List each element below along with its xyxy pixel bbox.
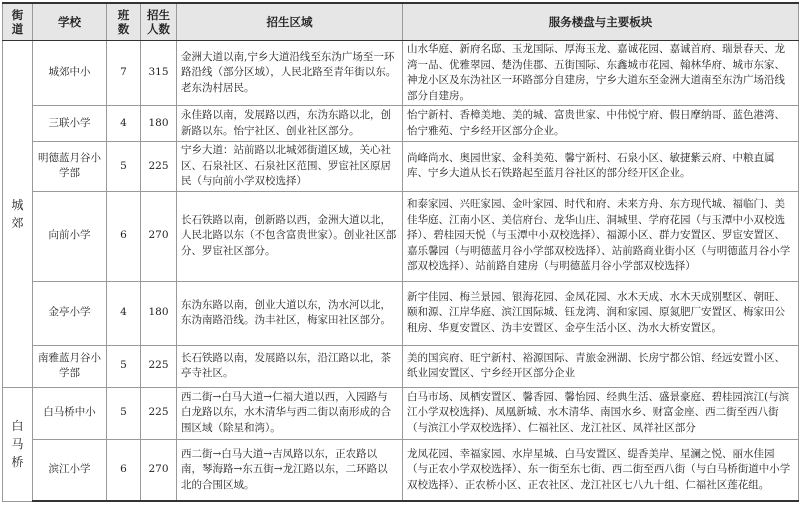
district-cell: 白马桥 xyxy=(3,387,33,501)
service-estates: 山水华庭、新府名邸、玉龙国际、厚海玉龙、嘉诚花园、嘉诚首府、瑞景春天、龙湾一品、优雅翠园、楚沩佳郡、五街国际、东鑫城市花园、翰林华府、城市东家、神龙小区及东沩社区一环路部分自建房，宁乡大道东至金洲大道南至东沩广场沿线部分自建房。 xyxy=(403,41,799,106)
class-count: 4 xyxy=(107,106,141,142)
class-count: 5 xyxy=(107,142,141,192)
district-cell: 城郊 xyxy=(3,41,33,388)
table-row xyxy=(3,41,799,106)
enrollment-area: 长石铁路以南，发展路以东，沿江路以北，茶亭寺社区。 xyxy=(177,345,403,387)
table-row xyxy=(3,387,799,439)
enrollment-count: 270 xyxy=(141,439,177,501)
table-row xyxy=(3,345,799,387)
service-estates: 白马市场、凤栖安置区、馨香园、馨怡园、经典生活、盛景豪庭、碧桂园滨江(与滨江小学双校选择)、凤凰新城、水木清华、南国水乡、财富金座、西二街至西八街（与滨江小学双校选择）、仁福社区、龙江社区、凤祥社区部分 xyxy=(403,387,799,439)
school-district-table xyxy=(2,2,799,502)
service-estates: 尚峰尚水、奥园世家、金科美苑、馨宁新村、石泉小区、敏捷紫云府、中粮直属库、宁乡大道从长石铁路起至蓝月谷社区的部分经开区企业。 xyxy=(403,142,799,192)
table-row xyxy=(3,142,799,192)
class-count: 5 xyxy=(107,345,141,387)
enrollment-area: 金洲大道以南,宁乡大道沿线至东沩广场至一环路沿线（部分区域），人民北路至青年街以东。老东沩村居民。 xyxy=(177,41,403,106)
service-estates: 美的国宾府、旺宁新村、裕源国际、青旅金洲湖、长房宁都公馆、经远安置小区、纸业园安置区、宁乡经开区部分企业 xyxy=(403,345,799,387)
enrollment-area: 东沩东路以南，创业大道以东，沩水河以北，东沩南路沿线。沩丰社区，梅家田社区部分。 xyxy=(177,281,403,345)
enrollment-area: 长石铁路以南，创新路以西，金洲大道以北，人民北路以东（不包含富贵世家）。创业社区部分、罗宦社区部分。 xyxy=(177,191,403,281)
enrollment-area: 宁乡大道：站前路以北城郊街道区域，关心社区、石泉社区、石泉社区范围、罗宦社区原居民（与向前小学双校选择） xyxy=(177,142,403,192)
enrollment-area: 西二街→白马大道→吉凤路以东，正农路以南，琴海路→东五街→龙江路以东，二环路以北的合围区域。 xyxy=(177,439,403,501)
class-count: 7 xyxy=(107,41,141,106)
service-estates: 怡宁新村、香樟美地、美的城、富贵世家、中伟悦宁府、假日摩纳哥、蓝色港湾、怡宁雅苑、宁乡经开区部分企业。 xyxy=(403,106,799,142)
enrollment-count: 225 xyxy=(141,345,177,387)
school-name: 城郊中小 xyxy=(33,41,107,106)
table-row xyxy=(3,191,799,281)
header-classes: 班数 xyxy=(107,3,141,41)
enrollment-count: 180 xyxy=(141,281,177,345)
enrollment-area: 永佳路以南，发展路以西，东沩东路以北，创新路以东。怡宁社区、创业社区部分。 xyxy=(177,106,403,142)
header-row xyxy=(3,3,799,41)
table-row xyxy=(3,439,799,501)
class-count: 6 xyxy=(107,191,141,281)
school-name: 向前小学 xyxy=(33,191,107,281)
service-estates: 龙凤花园、幸福家园、水岸星城、白马安置区、缇香美岸、星澜之悦、丽水佳园（与正农小学双校选择）、东一街至东七街、西二街至西八街（与白马桥街道中小学双校选择）、正农桥小区、正农社区、龙江社区七八九十组、仁福社区莲花组。 xyxy=(403,439,799,501)
header-enrollment: 招生人数 xyxy=(141,3,177,41)
class-count: 4 xyxy=(107,281,141,345)
class-count: 6 xyxy=(107,439,141,501)
service-estates: 新宇佳园、梅兰景园、银海花园、金凤花园、水木天成、水木天成别墅区、朝旺、颐和源、江岸华庭、滨江国际城、钰龙湾、润和家园、原氮肥厂安置区、梅家田公租房、华夏安置区、沩丰安置区、金亭生活小区、沩水大桥安置区。 xyxy=(403,281,799,345)
table-row xyxy=(3,281,799,345)
school-name: 白马桥中小 xyxy=(33,387,107,439)
header-estates: 服务楼盘与主要板块 xyxy=(403,3,799,41)
enrollment-count: 225 xyxy=(141,142,177,192)
enrollment-area: 西二街→白马大道→仁福大道以西，入园路与白龙路以东，水木清华与西二街以南形成的合围区域（除星和湾）。 xyxy=(177,387,403,439)
header-area: 招生区域 xyxy=(177,3,403,41)
enrollment-count: 270 xyxy=(141,191,177,281)
school-name: 南雅蓝月谷小学部 xyxy=(33,345,107,387)
school-name: 金亭小学 xyxy=(33,281,107,345)
header-school: 学校 xyxy=(33,3,107,41)
school-name: 滨江小学 xyxy=(33,439,107,501)
service-estates: 和泰家园、兴旺家园、金叶家园、时代和府、未来方舟、东方现代城、福临门、美佳华庭、江南小区、美信府台、龙华山庄、洞城里、学府花园（与玉潭中小双校选择）、碧桂园天悦（与玉潭中小双校选择）、福源小区、群力安置区、罗宦安置区、嘉乐馨园（与明德蓝月谷小学部双校选择）、站前路商业街小区（与明德蓝月谷小学部双校选择）、站前路自建房（与明德蓝月谷小学部双校选择） xyxy=(403,191,799,281)
header-district: 街道 xyxy=(3,3,33,41)
enrollment-count: 180 xyxy=(141,106,177,142)
school-name: 明德蓝月谷小学部 xyxy=(33,142,107,192)
table-row xyxy=(3,106,799,142)
enrollment-count: 225 xyxy=(141,387,177,439)
class-count: 5 xyxy=(107,387,141,439)
enrollment-count: 315 xyxy=(141,41,177,106)
school-name: 三联小学 xyxy=(33,106,107,142)
